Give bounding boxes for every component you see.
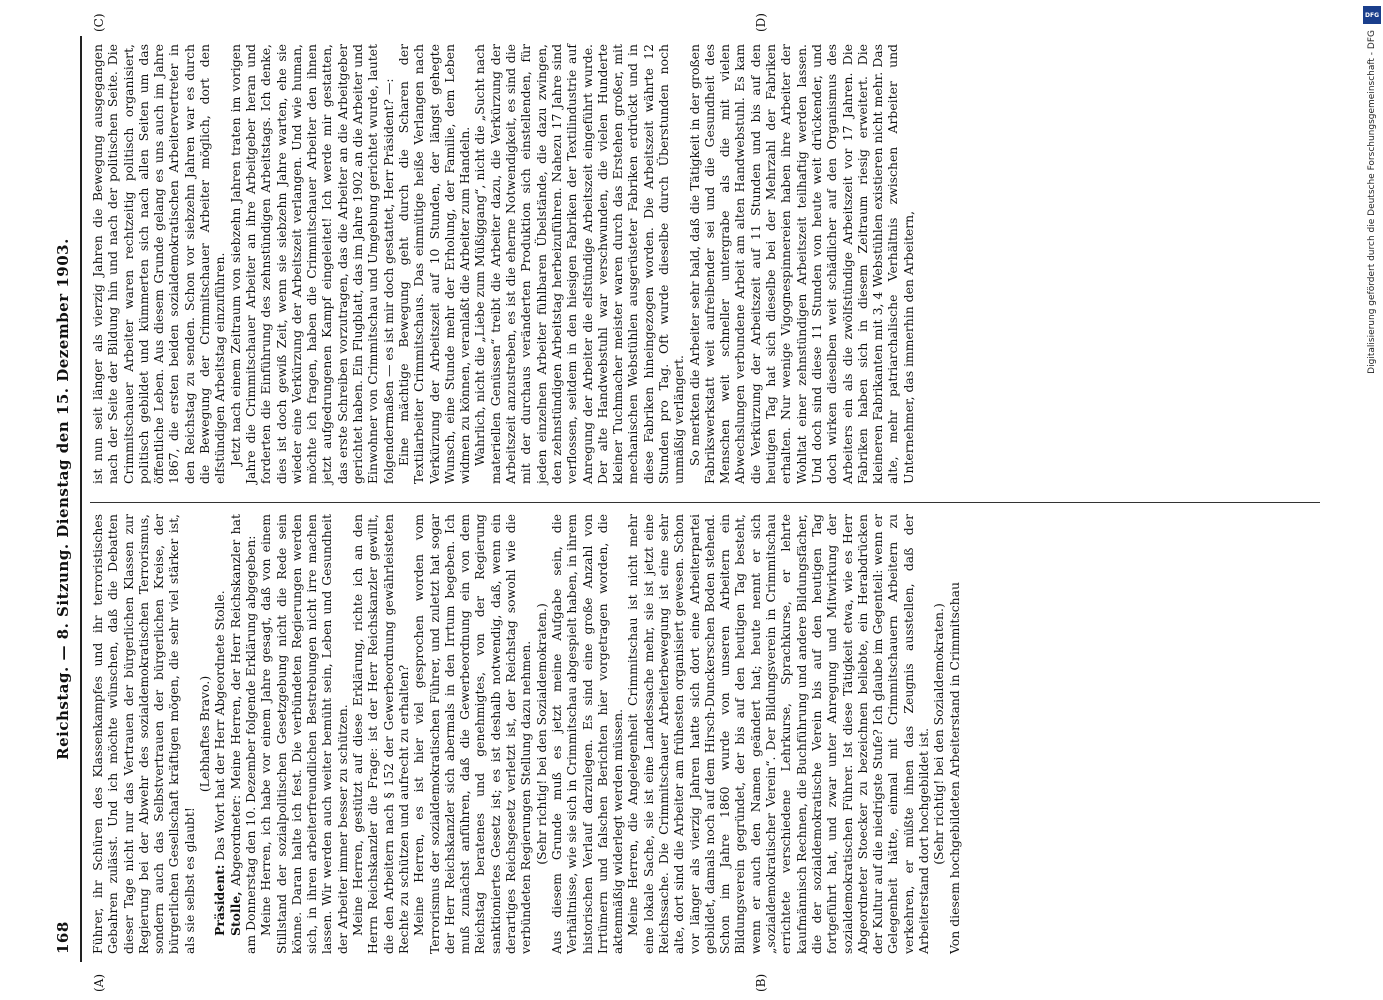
paragraph-text: Eine mächtige Bewegung geht durch die Scharen der Textilarbeiter Crimmitschaus. Das einmütige heiße Verlangen nach Verkürzung der Arbeitszeit auf 10 Stunden, der längst gehegte Wunsch, eine Stunde mehr der Erholung, der Familie, dem Leben widmen zu können, veranlaßt die Arbeiter zum Handeln. [395, 44, 473, 484]
paragraph-text: Abgeordneter: Meine Herren, der Herr Reichskanzler hat am Donnerstag den 10. Dezember folgende Erklärung abgegeben: [227, 514, 258, 954]
paragraph-text: Meine Herren, die Angelegenheit Crimmitschau ist nicht mehr eine lokale Sache, sie ist eine Landessache mehr, sie ist jetzt eine Reichssache. Die Crimmitschauer Arbeiterbewegung ist eine sehr alte, dort sind die Arbeiter am frühesten organisiert gewesen. Schon vor länger als vierzig Jahren hatte sich dort eine Arbeiterpartei gebildet, damals noch auf dem Hirsch-Dunckerschen Boden stehend. Schon im Jahre 1860 wurde von unseren Arbeitern ein Bildungsverein gegründet, der bis auf den heutigen Tag besteht, wenn er auch den Namen geändert hat; heute nennt er sich „sozialdemokratischer Verein“. Der Bildungsverein in Crimmitschau errichtete verschiedene Lehrkurse, Sprachkurse, er lehrte kaufmännisch Rechnen, die Buchführung und andere Bildungsfächer, die der sozialdemokratische Verein bis auf den heutigen Tag fortgeführt hat, und zwar unter Anregung und Mitwirkung der sozialdemokratischen Führer. Ist diese Tätigkeit etwa, wie es Herr Abgeordneter Stoecker zu bezeichnen beliebte, ein Herabdrücken der Kultur auf die niedrigste Stufe? Ich glaube im Gegenteil: wenn er Gelegenheit hätte, einmal mit Crimmitschauern Arbeitern zu verkehren, er müßte ihnen das Zeugnis ausstellen, daß der Arbeiterstand dort hochgebildet ist. [625, 514, 932, 954]
paragraph [687, 44, 916, 484]
paragraph-text: (Sehr richtig! bei den Sozialdemokraten.) [533, 603, 549, 865]
paragraph-text: (Lebhaftes Bravo.) [197, 675, 213, 793]
paragraph [228, 514, 259, 954]
right-column [90, 44, 916, 484]
left-column [90, 514, 962, 954]
paragraph-text: Führer, ihr Schüren des Klassenkampfes und ihr terroristisches Gebahren zulässt. Und ich möchte wünschen, daß die Debatten dieser Tage nicht nur das Vertrauen der bürgerlichen Klassen zur Regierung bei der Abwehr des sozialdemokratischen Terrorismus, sondern auch das Selbstvertrauen der bürgerlichen Kreise, der bürgerlichen Gesellschaft kräftigen mögen, die sehr viel stärker ist, als sie selbst es glaubt! [90, 514, 197, 954]
margin-mark-c: (C) [92, 13, 106, 32]
paragraph [350, 514, 411, 954]
paragraph-text: Meine Herren, ich habe vor einem Jahre gesagt, daß von einem Stillstand der sozialpolitischen Gesetzgebung nicht die Rede sein könne. Daran halte ich fest. Die verbündeten Regierungen werden sich, in ihren arbeiterfreundlichen Bestrebungen nicht irre machen lassen. Wir werden auch weiter bemüht sein, Leben und Gesundheit der Arbeiter immer besser zu schützen. [258, 514, 350, 954]
paragraph [212, 514, 227, 954]
paragraph [90, 44, 228, 484]
speaker-name: Präsident: [212, 864, 228, 936]
paragraph [472, 44, 686, 484]
paragraph [534, 514, 549, 954]
paragraph-text: Wahrlich, nicht die „Liebe zum Müßiggang“, nicht die „Sucht nach materiellen Genüssen“ treibt die Arbeiter dazu, die Verkürzung der Arbeitszeit anzustreben, es ist die eherne Notwendigkeit, es sind die mit der durchaus veränderten Produktion sich einstellenden, für jeden einzelnen Arbeiter fühlbaren Übelstände, die dazu zwingen, den zehnstündigen Arbeitstag herbeizuführen. Nahezu 17 Jahre sind verflossen, seitdem in den hiesigen Fabriken der Textilindustrie auf Anregung der Arbeiter die elfstündige Arbeitszeit eingeführt wurde. Der alte Handwebstuhl war verschwunden, die vielen Hunderte kleiner Tuchmacher meister waren durch das Erstehen großer, mit mechanischen Webstühlen ausgerüsteter Fabriken erdrückt und in diese Fabriken hineingezogen worden. Die Arbeitszeit währte 12 Stunden pro Tag. Oft wurde dieselbe durch Überstunden noch unmäßig verlängert. [472, 44, 687, 484]
paragraph-text: Meine Herren, es ist hier viel gesprochen worden vom Terrorismus der sozialdemokratischen Führer, und zuletzt hat sogar der Herr Reichskanzler sich abermals in den Irrtum begeben. Ich muß zunächst anführen, daß die Gewerbeordnung ein von dem Reichstag beratenes und genehmigtes, von der Regierung sanktioniertes Gesetz ist; es ist deshalb notwendig, daß, wenn ein derartiges Reichsgesetz verletzt ist, der Reichstag sowohl wie die verbündeten Regierungen Stellung dazu nehmen. [411, 514, 534, 954]
dfg-logo: DFG [1363, 6, 1381, 24]
paragraph [931, 514, 946, 954]
paragraph [197, 514, 212, 954]
paragraph [947, 514, 962, 954]
paragraph-text: Jetzt nach einem Zeitraum von siebzehn Jahren traten im vorigen Jahre die Crimmitschauer Arbeiter an ihre Arbeitgeber heran und forderten die Einführung des zehnstündigen Arbeitstags. Ich denke, dies ist doch gewiß Zeit, wenn sie siebzehn Jahre warten, ehe sie wieder eine Verkürzung der Arbeitszeit verlangen. Und wie human, möchte ich fragen, haben die Crimmitschauer Arbeiter den ihnen jetzt aufgedrungenen Kampf eingeleitet! Ich werde mir gestatten, das erste Schreiben vorzutragen, das die Arbeiter an die Arbeitgeber gerichtet haben. Ein Flugblatt, das im Jahre 1902 an die Arbeiter und Einwohner von Crimmitschau und Umgebung gerichtet wurde, lautet folgendermaßen — es ist mir doch gestattet, Herr Präsident? —: [227, 44, 396, 484]
paragraph [625, 514, 931, 954]
paragraph-text: (Sehr richtig! bei den Sozialdemokraten.) [931, 603, 947, 865]
paragraph-text: Das Wort hat der Herr Abgeordnete Stolle. [212, 590, 228, 865]
header-rule [80, 36, 82, 962]
digitization-credit: Digitalisierung gefördert durch die Deutsche Forschungsgemeinschaft - DFG [1367, 30, 1377, 374]
column-divider [90, 502, 1320, 503]
paragraph [258, 514, 350, 954]
page-number: 168 [54, 921, 72, 954]
paragraph-text: ist nun seit länger als vierzig Jahren die Bewegung ausgegangen nach der Seite der Bildung hin und nach der politischen Seite. Die Crimmitschauer Arbeiter waren rechtzeitig politisch organisiert, politisch gebildet und kümmerten sich nach allen Seiten um das öffentliche Leben. Aus diesem Grunde gelang es uns auch im Jahre 1867, die ersten beiden sozialdemokratischen Arbeitervertreter in den Reichstag zu senden. Schon vor siebzehn Jahren war es durch die Bewegung der Crimmitschauer Arbeiter möglich, dort den elfstündigen Arbeitstag einzuführen. [90, 44, 228, 484]
paragraph [228, 44, 396, 484]
paragraph [396, 44, 472, 484]
paragraph [90, 514, 197, 954]
paragraph-text: So merkten die Arbeiter sehr bald, daß die Tätigkeit in der großen Fabrikswerkstatt weit aufreibender sei und die Gesundheit des Menschen weit schneller untergrabe als die mit vielen Abwechslungen verbundene Arbeit am alten Handwebstuhl. Es kam die Verkürzung der Arbeitszeit auf 11 Stunden und bis auf den heutigen Tag hat sich dieselbe bei der Mehrzahl der Fabriken erhalten. Nur wenige Vigognespinnereien haben ihre Arbeiter der Wohltat einer zehnstündigen Arbeitszeit teilhaftig werden lassen. Und doch sind diese 11 Stunden von heute weit drückender, und doch wirken dieselben weit schädlicher auf den Organismus des Arbeiters ein als die zwölfstündige Arbeitszeit vor 17 Jahren. Die Fabriken haben sich in diesem Zeitraum riesig erweitert. Die kleineren Fabrikanten mit 3, 4 Webstühlen existieren nicht mehr. Das alte, mehr patriarchalische Verhältnis zwischen Arbeiter und Unternehmer, das immerhin den Arbeitern, [686, 44, 916, 484]
page [54, 13, 1324, 992]
paragraph [549, 514, 625, 954]
paragraph-text: Meine Herren, gestützt auf diese Erklärung, richte ich an den Herrn Reichskanzler die Frage: ist der Herr Reichskanzler gewillt, die den Arbeitern nach § 152 der Gewerbeordnung gewährleisteten Rechte zu schützen und aufrecht zu erhalten? [350, 514, 411, 954]
paragraph [411, 514, 533, 954]
speaker-name: Stolle, [227, 891, 243, 936]
margin-mark-a: (A) [92, 973, 106, 992]
page-title: Reichstag. — 8. Sitzung. Dienstag den 15. Dezember 1903. [54, 238, 72, 760]
running-head [54, 36, 76, 962]
margin-mark-b: (B) [754, 973, 768, 992]
paragraph-text: Aus diesem Grunde muß es jetzt meine Aufgabe sein, die Verhältnisse, wie sie sich in Crimmitschau abgespielt haben, in ihrem historischen Verlauf darzulegen. Es sind eine große Anzahl von Irrtümern und falschen Berichten hier vorgetragen worden, die aktenmäßig widerlegt werden müssen. [548, 514, 626, 954]
margin-mark-d: (D) [754, 13, 768, 32]
paragraph-text: Von diesem hochgebildeten Arbeiterstand in Crimmitschau [946, 581, 962, 954]
